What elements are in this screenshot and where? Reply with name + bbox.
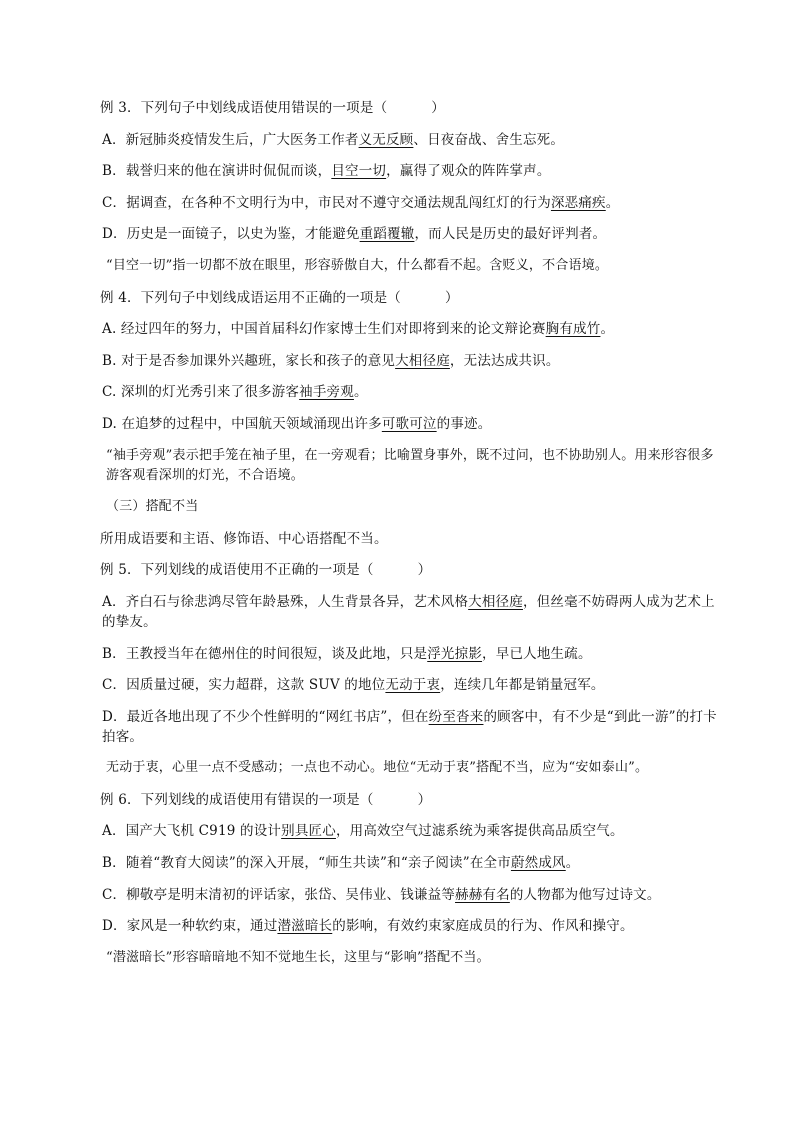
ex4-option-d: D. 在追梦的过程中，中国航天领域涌现出许多可歌可泣的事迹。 bbox=[102, 415, 492, 432]
ex5-option-a: A．齐白石与徐悲鸿尽管年龄悬殊，人生背景各异，艺术风格大相径庭，但丝毫不妨碍两人成为艺术上的挚友。 bbox=[102, 593, 715, 630]
ex4-question: 例 4．下列句子中划线成语运用不正确的一项是（ ） bbox=[100, 289, 459, 306]
underlined-idiom: 胸有成竹 bbox=[545, 321, 601, 338]
ex4-option-b: B. 对于是否参加课外兴趣班，家长和孩子的意见大相径庭，无法达成共识。 bbox=[102, 352, 560, 369]
underlined-idiom: 纷至沓来 bbox=[428, 708, 484, 725]
underlined-idiom: 袖手旁观 bbox=[299, 384, 354, 401]
ex3-explanation: “目空一切”指一切都不放在眼里，形容骄傲自大，什么都看不起。含贬义，不合语境。 bbox=[106, 257, 609, 273]
underlined-idiom: 蔚然成风 bbox=[510, 855, 566, 872]
underlined-idiom: 义无反顾 bbox=[358, 131, 414, 148]
ex5-option-c: C．因质量过硬，实力超群，这款 SUV 的地位无动于衷，连续几年都是销量冠军。 bbox=[102, 677, 605, 694]
underlined-idiom: 大相径庭 bbox=[395, 352, 450, 369]
ex5-explanation: 无动于衷，心里一点不受感动；一点也不动心。地位“无动于衷”搭配不当，应为“安如泰山”。 bbox=[106, 760, 649, 776]
ex4-explanation: “袖手旁观”表示把手笼在袖子里，在一旁观看；比喻置身事外，既不过问，也不协助别人。用来形容很多游客观看深圳的灯光，不合语境。 bbox=[106, 447, 714, 483]
section-title: （三）搭配不当 bbox=[106, 499, 199, 515]
underlined-idiom: 浮光掠影 bbox=[427, 645, 483, 662]
ex6-question: 例 6．下列划线的成语使用有错误的一项是（ ） bbox=[100, 791, 432, 808]
ex3-option-a: A．新冠肺炎疫情发生后，广大医务工作者义无反顾、日夜奋战、舍生忘死。 bbox=[102, 131, 565, 148]
underlined-idiom: 无动于衷 bbox=[385, 677, 441, 694]
ex5-option-b: B．王教授当年在德州住的时间很短，谈及此地，只是浮光掠影，早已人地生疏。 bbox=[102, 645, 592, 662]
ex3-option-b: B．载誉归来的他在演讲时侃侃而谈，目空一切，赢得了观众的阵阵掌声。 bbox=[102, 163, 551, 180]
ex6-option-d: D．家风是一种软约束，通过潜滋暗长的影响，有效约束家庭成员的行为、作风和操守。 bbox=[102, 918, 634, 935]
underlined-idiom: 深恶痛疾 bbox=[550, 194, 606, 211]
ex6-option-c: C．柳敬亭是明末清初的评话家，张岱、吴伟业、钱谦益等赫赫有名的人物都为他写过诗文。 bbox=[102, 886, 661, 903]
ex5-question: 例 5．下列划线的成语使用不正确的一项是（ ） bbox=[100, 562, 432, 579]
underlined-idiom: 重蹈覆辙 bbox=[359, 226, 415, 243]
ex4-option-c: C. 深圳的灯光秀引来了很多游客袖手旁观。 bbox=[102, 384, 368, 401]
section-description: 所用成语要和主语、修饰语、中心语搭配不当。 bbox=[100, 530, 388, 547]
underlined-idiom: 可歌可泣 bbox=[381, 415, 437, 432]
ex3-option-c: C．据调查，在各种不文明行为中，市民对不遵守交通法规乱闯红灯的行为深恶痛疾。 bbox=[102, 194, 620, 211]
underlined-idiom: 目空一切 bbox=[331, 163, 387, 180]
ex3-option-d: D．历史是一面镜子，以史为鉴，才能避免重蹈覆辙，而人民是历史的最好评判者。 bbox=[102, 226, 607, 243]
underlined-idiom: 赫赫有名 bbox=[455, 886, 510, 903]
ex3-question: 例 3．下列句子中划线成语使用错误的一项是（ ） bbox=[100, 100, 445, 116]
underlined-idiom: 潜滋暗长 bbox=[277, 918, 333, 935]
underlined-idiom: 大相径庭 bbox=[468, 593, 523, 610]
ex4-option-a: A. 经过四年的努力，中国首届科幻作家博士生们对即将到来的论文辩论赛胸有成竹。 bbox=[102, 321, 615, 338]
ex6-explanation: “潜滋暗长”形容暗暗地不知不觉地生长，这里与“影响”搭配不当。 bbox=[106, 949, 490, 965]
ex6-option-a: A．国产大飞机 C919 的设计别具匠心，用高效空气过滤系统为乘客提供高品质空气。 bbox=[102, 823, 624, 840]
ex5-option-d: D．最近各地出现了不少个性鲜明的“网红书店”，但在纷至沓来的顾客中，有不少是“到此一游”的打卡拍客。 bbox=[102, 708, 717, 745]
underlined-idiom: 别具匠心 bbox=[281, 823, 336, 840]
ex6-option-b: B．随着“教育大阅读”的深入开展，“师生共读”和“亲子阅读”在全市蔚然成风。 bbox=[102, 855, 580, 872]
document-content bbox=[100, 98, 722, 979]
